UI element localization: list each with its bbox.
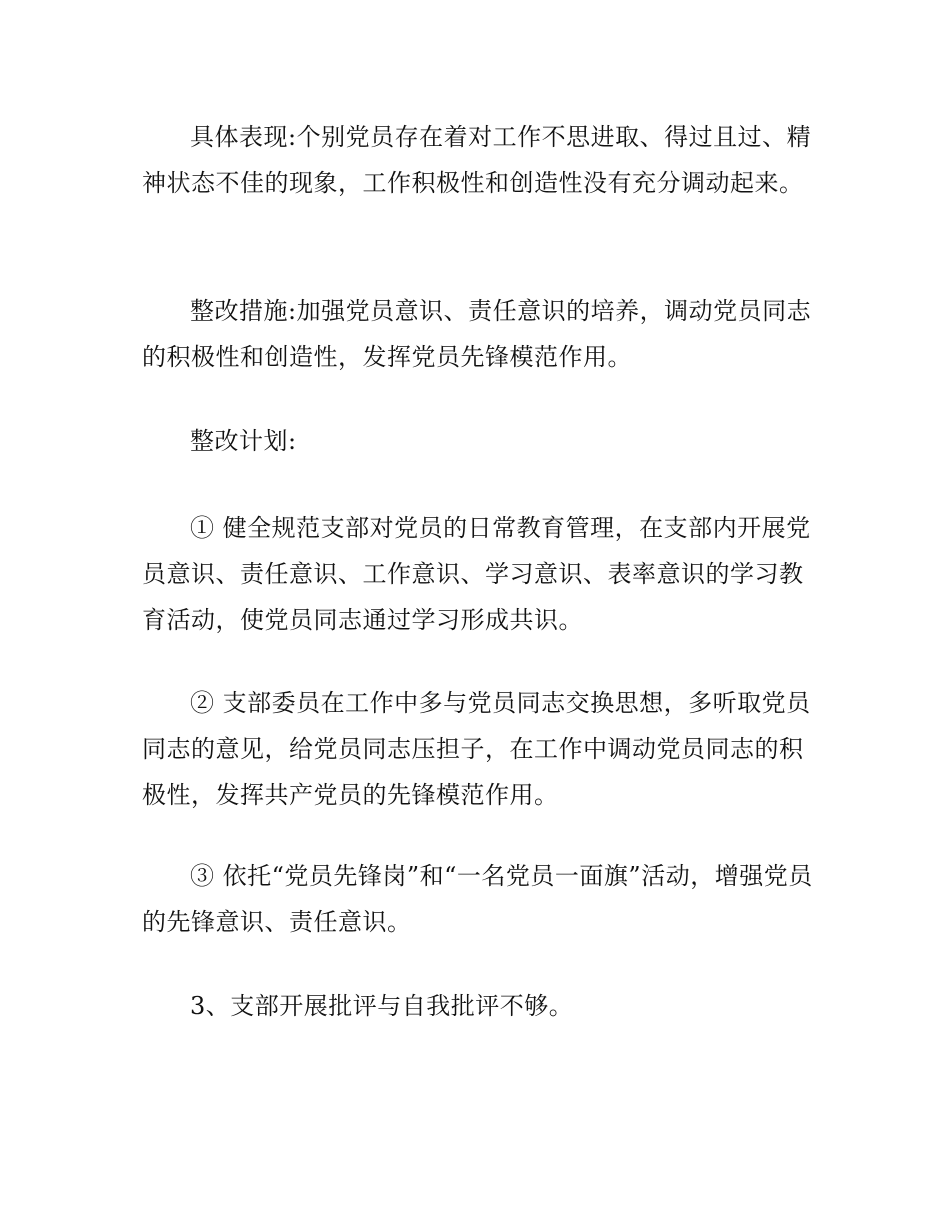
paragraph-section-3-heading: 3、支部开展批评与自我批评不够。 [190,992,574,1020]
paragraph-rectification-plan-heading: 整改计划: [190,427,297,455]
paragraph-plan-item-1: ① 健全规范支部对党员的日常教育管理，在支部内开展党员意识、责任意识、工作意识、学习意识、表率意识的学习教育活动，使党员同志通过学习形成共识。 [142,514,811,634]
paragraph-rectification-measures: 整改措施:加强党员意识、责任意识的培养，调动党员同志的积极性和创造性，发挥党员先锋模范作用。 [142,297,812,371]
paragraph-plan-item-3: ③ 依托“党员先锋岗”和“一名党员一面旗”活动，增强党员的先锋意识、责任意识。 [142,862,813,936]
paragraph-specific-manifestation: 具体表现:个别党员存在着对工作不思进取、得过且过、精神状态不佳的现象，工作积极性和创造性没有充分调动起来。 [142,123,812,197]
paragraph-plan-item-2: ② 支部委员在工作中多与党员同志交换思想，多听取党员同志的意见，给党员同志压担子，在工作中调动党员同志的积极性，发挥共产党员的先锋模范作用。 [142,689,811,809]
